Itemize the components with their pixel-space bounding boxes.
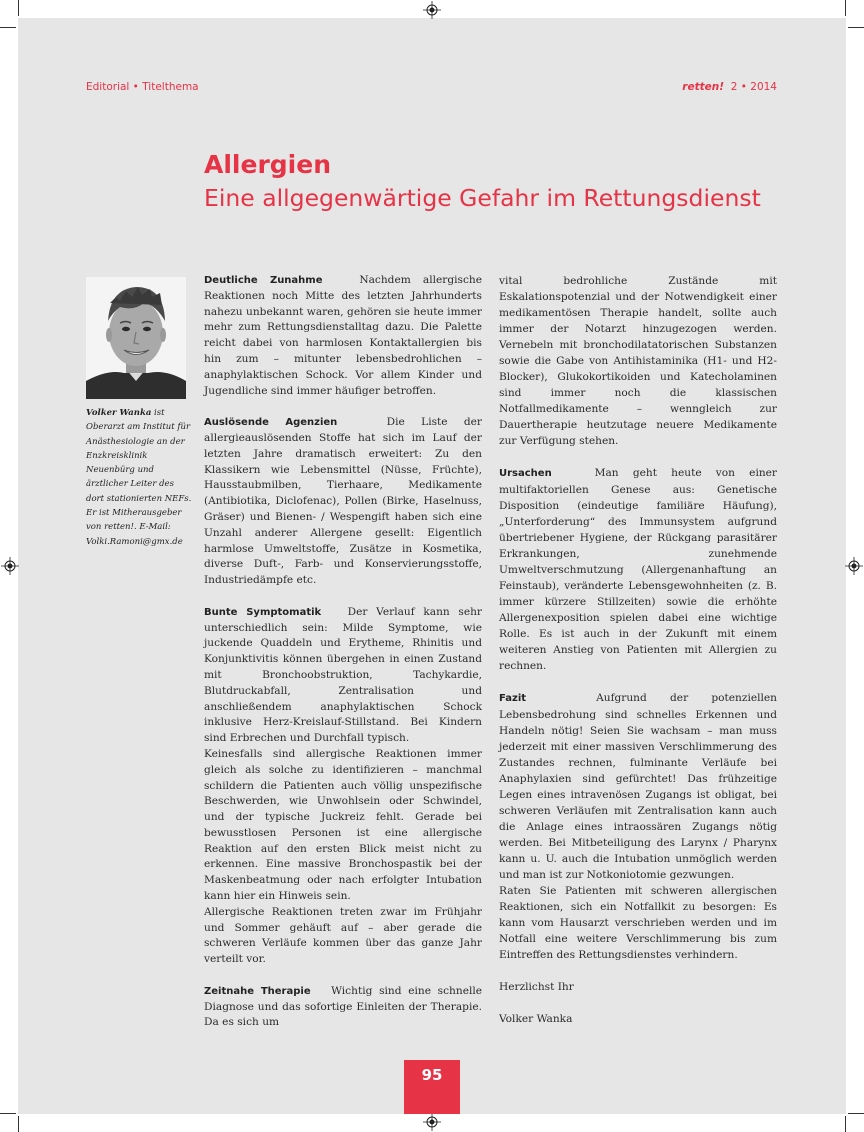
paragraph-text: Die Liste der allergieauslösenden Stoffe hat sich im Lauf der letzten Jahre dramatisch erweitert: Zu den Klassikern wie Lebensmittel (Nüsse, Früchte), Hausstaubmilben, Tierhaare, Medikamente (Antibiotika, Diclofenac), Pollen (Birke, Haselnuss, Gräser) und Bienen- / Wespengift haben sich eine Unzahl anderer Allergene gesellt: Eigentlich harmlose Umweltstoffe, Zusätze in Kosmetika, diverse Duft-, Farb- und Konservierungsstoffe, Industriedämpfe etc. — [204, 416, 482, 587]
article-title: Allergien — [204, 150, 331, 179]
paragraph — [204, 984, 482, 1031]
paragraph — [204, 273, 482, 399]
paragraph — [204, 605, 482, 747]
crop-mark — [18, 1116, 19, 1132]
crop-mark — [848, 27, 864, 28]
author-caption — [86, 406, 194, 549]
section-heading: Fazit — [499, 693, 527, 704]
author-name: Volker Wanka — [86, 408, 152, 418]
author-bio: ist Oberarzt am Institut für Anästhesiologie an der Enzkreisklinik Neuenbürg und ärztlicher Leiter des dort stationierten NEFs. Er ist Mitherausgeber von retten!. E-Mail: Volki.Ramoni@gmx.de — [86, 408, 192, 547]
issue-number: 2 • 2014 — [730, 81, 777, 93]
crop-mark — [845, 1116, 846, 1132]
paragraph-text: Man geht heute von einer multifaktoriellen Genese aus: Genetische Disposition (eindeutige familiäre Häufung), „Unterforderung“ des Immunsystem aufgrund übertriebener Hygiene, der Rückgang parasitärer Erkrankungen, zunehmende Umweltverschmutzung (Allergenanhaftung an Feinstaub), veränderte Lebensgewohnheiten (z. B. immer kürzere Stillzeiten) sowie die erhöhte Allergenexposition spielen dabei eine wichtige Rolle. Es ist auch in der Zukunft mit einem weiteren Anstieg von Patienten mit Allergien zu rechnen. — [499, 467, 777, 672]
paragraph-text: Nachdem allergische Reaktionen noch Mitte des letzten Jahrhunderts nahezu unbekannt waren, gehören sie heute immer mehr zum Rettungsdienstalltag dazu. Die Palette reicht dabei von harmlosen Kontaktallergien bis hin zum – mitunter lebensbedrohlichen – anaphylaktischen Schock. Vor allem Kinder und Jugendliche sind immer häufiger betroffen. — [204, 274, 482, 397]
closing: Herzlichst Ihr — [499, 981, 574, 993]
paragraph: vital bedrohliche Zustände mit Eskalationspotenzial und der Notwendigkeit einer medikamentösen Therapie handelt, sollte auch immer der Notarzt hinzugezogen werden. Vernebeln mit bronchodilatatorischen Substanzen sowie die Gabe von Antihistaminika (H1- und H2-Blocker), Glukokortikoiden und Katecholaminen sind immer noch die klassischen Notfallmedikamente – wenngleich zur Dauertherapie heutzutage neuere Medikamente zur Verfügung stehen. — [499, 275, 777, 447]
section-heading: Deutliche Zunahme — [204, 275, 323, 286]
paragraph — [499, 690, 777, 883]
paragraph-text: Wichtig sind eine schnelle Diagnose und das sofortige Einleiten der Therapie. Da es sich um — [204, 984, 483, 1029]
section-heading: Ursachen — [499, 468, 552, 479]
crop-mark — [0, 27, 16, 28]
article-subtitle: Eine allgegenwärtige Gefahr im Rettungsdienst — [204, 184, 761, 212]
registration-mark-icon — [423, 1, 441, 19]
article-column-left — [204, 273, 482, 1031]
registration-mark-icon — [423, 1113, 441, 1131]
paragraph-text: Der Verlauf kann sehr unterschiedlich sein: Milde Symptome, wie juckende Quaddeln und Erytheme, Rhinitis und Konjunktivitis können übergehen in einen Zustand mit Bronchoobstruktion, Tachykardie, Blutdruckabfall, Zentralisation und anschließendem anaphylaktischen Schock inklusive Herz-Kreislauf-Stillstand. Bei Kindern sind Erbrechen und Durchfall typisch. — [204, 605, 482, 745]
registration-mark-icon — [1, 557, 19, 575]
author-photo-image — [86, 277, 186, 399]
paragraph — [204, 415, 482, 589]
magazine-name: retten! — [682, 81, 725, 93]
crop-mark — [18, 0, 19, 16]
author-portrait — [86, 277, 186, 399]
crop-mark — [848, 1113, 864, 1114]
signature: Volker Wanka — [499, 1013, 573, 1025]
article-column-right — [499, 273, 777, 1027]
crop-mark — [845, 0, 846, 16]
registration-mark-icon — [845, 557, 863, 575]
crop-mark — [0, 1113, 16, 1114]
running-header-issue — [682, 81, 777, 93]
running-header-section: Editorial • Titelthema — [86, 81, 199, 93]
page-number: 95 — [404, 1060, 460, 1114]
paragraph: Keinesfalls sind allergische Reaktionen immer gleich als solche zu identifizieren – manchmal schildern die Patienten auch völlig unspezifische Beschwerden, wie Unwohlsein oder Schwindel, und der typische Juckreiz fehlt. Gerade bei bewusstlosen Personen ist eine allergische Reaktion auf den ersten Blick meist nicht zu erkennen. Eine massive Bronchospastik bei der Maskenbeatmung oder nach erfolgter Intubation kann hier ein Hinweis sein. — [204, 747, 482, 903]
paragraph: Raten Sie Patienten mit schweren allergischen Reaktionen, sich ein Notfallkit zu besorgen: Es kann vom Hausarzt verschrieben werden und im Notfall eine weitere Verschlimmerung bis zum Eintreffen des Rettungsdienstes verhindern. — [499, 885, 777, 961]
section-heading: Zeitnahe Therapie — [204, 985, 311, 997]
paragraph — [499, 465, 777, 674]
paragraph-text: Aufgrund der potenziellen Lebensbedrohung sind schnelles Erkennen und Handeln nötig! Seien Sie wachsam – man muss jederzeit mit einer massiven Verschlimmerung des Zustandes rechnen, fulminante Verläufe bei Anaphylaxien sind gefürchtet! Das frühzeitige Legen eines intravenösen Zugangs ist obligat, bei schweren Verläufen mit Zentralisation kann auch die Anlage eines intraossären Zugangs nötig werden. Bei Mitbeteiligung des Larynx / Pharynx kann u. U. auch die Intubation unmöglich werden und man ist zur Notkoniotomie gezwungen. — [499, 692, 777, 881]
section-heading: Bunte Symptomatik — [204, 606, 322, 618]
paragraph: Allergische Reaktionen treten zwar im Frühjahr und Sommer gehäuft auf – aber gerade die schweren Verläufe kommen über das ganze Jahr verteilt vor. — [204, 905, 482, 966]
section-heading: Auslösende Agenzien — [204, 417, 338, 429]
